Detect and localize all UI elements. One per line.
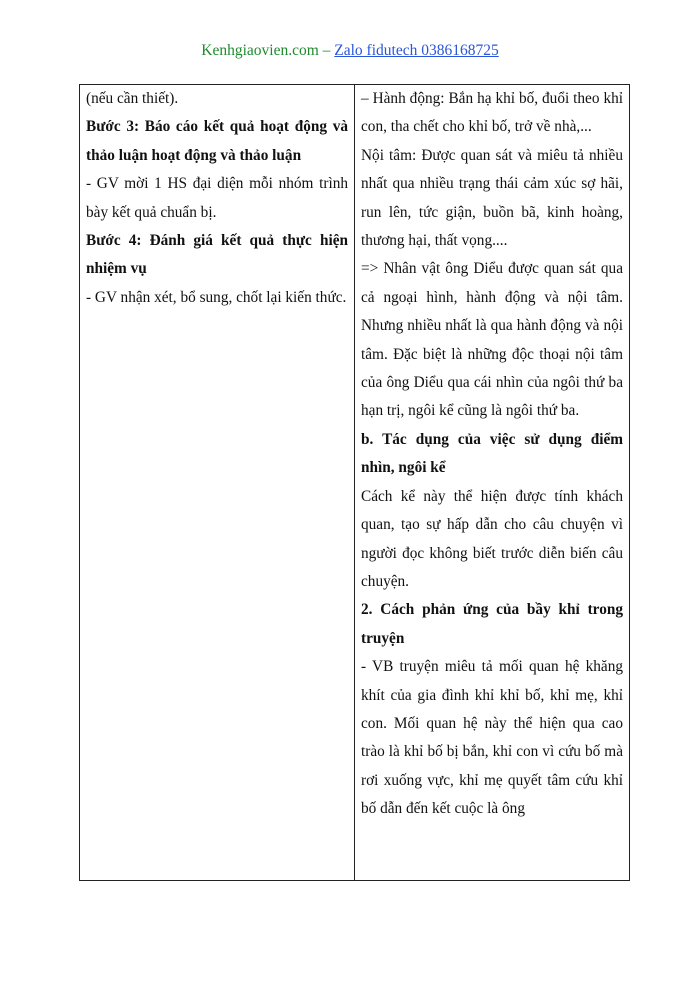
conclusion-paragraph: => Nhân vật ông Diểu được quan sát qua cả ngoại hình, hành động và nội tâm. Nhưng nhiều nhất là qua hành động và nội tâm. Đặc biệt là những độc thoại nội tâm của ông Diểu qua cái nhìn của ngôi thứ ba hạn trị, ngôi kể cũng là ngôi thứ ba. <box>361 260 623 420</box>
step4-body: - GV nhận xét, bổ sung, chốt lại kiến thức. <box>86 288 347 306</box>
table-row <box>80 85 630 881</box>
effect-paragraph: Cách kể này thể hiện được tính khách quan, tạo sự hấp dẫn cho câu chuyện vì người đọc không biết trước diễn biến câu chuyện. <box>361 487 623 590</box>
inner-paragraph: Nội tâm: Được quan sát và miêu tả nhiều nhất qua nhiều trạng thái cảm xúc sợ hãi, run lên, tức giận, buồn bã, kinh hoàng, thương hại, thất vọng.... <box>361 146 623 250</box>
monkeys-paragraph: - VB truyện miêu tả mối quan hệ khăng khít của gia đình khỉ khỉ bố, khỉ mẹ, khỉ con. Mối quan hệ này thể hiện qua cao trào là khỉ bố bị bắn, khỉ con vì cứu bố mà rơi xuống vực, khỉ mẹ quyết tâm cứu khỉ bố dẫn đến kết cuộc là ông <box>361 658 623 818</box>
lesson-table <box>79 84 630 881</box>
step4-heading: Bước 4: Đánh giá kết quả thực hiện nhiệm vụ <box>86 232 348 278</box>
zalo-link[interactable]: Zalo fidutech 0386168725 <box>334 42 499 59</box>
step3-heading: Bước 3: Báo cáo kết quả hoạt động và thảo luận hoạt động và thảo luận <box>86 118 348 164</box>
action-paragraph: – Hành động: Bắn hạ khỉ bố, đuổi theo khỉ con, tha chết cho khỉ bố, trở về nhà,... <box>361 90 623 136</box>
page-header <box>0 42 700 60</box>
site-link[interactable]: Kenhgiaovien.com <box>201 42 319 59</box>
heading-2: 2. Cách phản ứng của bầy khỉ trong truyện <box>361 601 623 647</box>
heading-b: b. Tác dụng của việc sử dụng điểm nhìn, ngôi kể <box>361 430 623 477</box>
step3-body: - GV mời 1 HS đại diện mỗi nhóm trình bày kết quả chuẩn bị. <box>86 175 348 221</box>
right-column <box>355 85 630 881</box>
header-separator: – <box>318 42 335 59</box>
left-line-0: (nếu cần thiết). <box>86 90 179 107</box>
left-column <box>80 85 355 881</box>
